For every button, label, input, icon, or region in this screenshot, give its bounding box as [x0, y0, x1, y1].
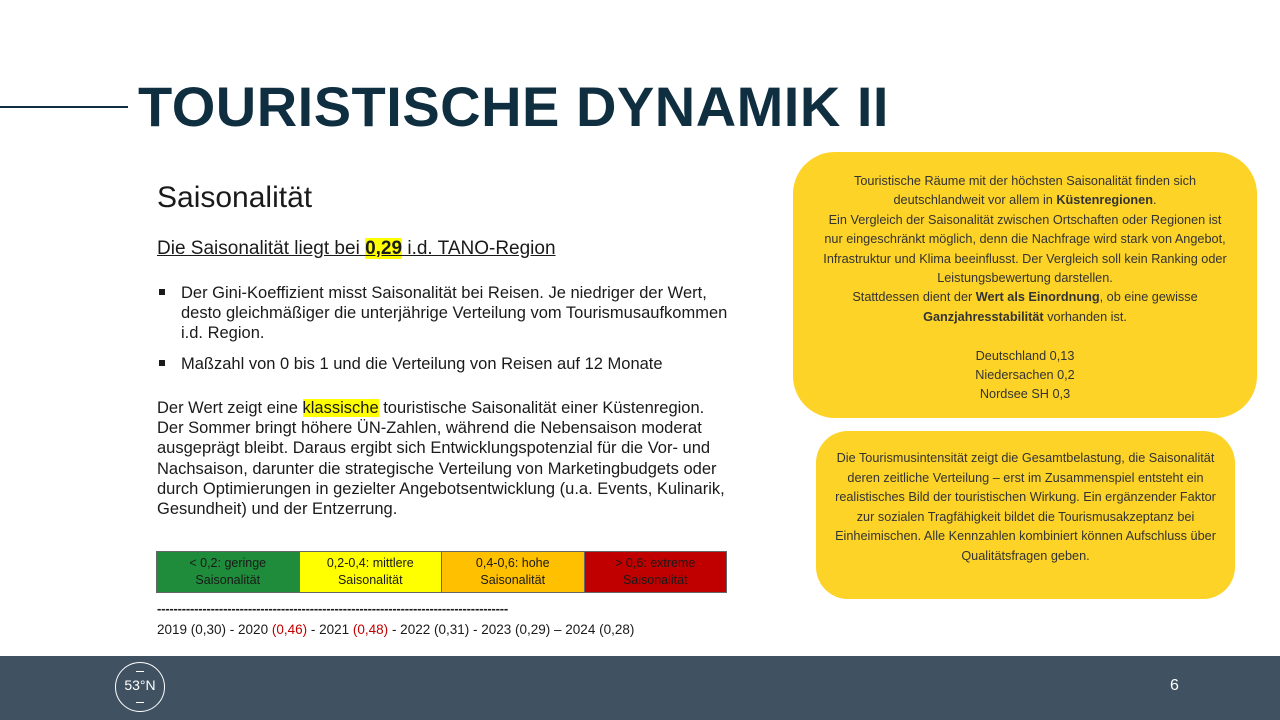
yearly-values — [157, 622, 634, 637]
year-rest-values: - 2022 (0,31) - 2023 (0,29) – 2024 (0,28) — [388, 622, 635, 637]
info-box-paragraph — [821, 172, 1229, 211]
scale-cell-low — [157, 552, 300, 592]
info-text: Touristische Räume mit der höchsten Saisonalität finden sich deutschlandweit vor allem in — [853, 174, 1197, 208]
info-box-regions — [793, 152, 1257, 418]
reference-value-lower-saxony: Niedersachen 0,2 — [975, 368, 1075, 383]
headline — [157, 238, 556, 260]
info-text: , ob eine gewisse — [1099, 290, 1198, 305]
info-box-paragraph: Ein Vergleich der Saisonalität zwischen Ortschaften oder Regionen ist nur eingeschränkt möglich, denn die Nachfrage wird stark von Angebot, Infrastruktur und Klima beeinflusst. Der Vergleich soll kein Ranking oder Leistungsbewertung darstellen. — [823, 212, 1227, 286]
bullet-square-icon — [159, 360, 165, 366]
info-box-paragraph — [821, 288, 1229, 327]
reference-value-germany: Deutschland 0,13 — [975, 348, 1075, 363]
footer-bar — [0, 656, 1280, 720]
info-box-gap — [821, 327, 1229, 346]
headline-value: 0,29 — [365, 238, 403, 259]
logo-top-bar — [136, 671, 144, 672]
scale-cell-high — [442, 552, 585, 592]
year-2021-value: (0,48) — [352, 622, 389, 637]
info-text: . — [1152, 193, 1157, 208]
info-box-paragraph: Die Tourismusintensität zeigt die Gesamtbelastung, die Saisonalität deren zeitliche Verteilung – erst im Zusammenspiel entsteht ein realistisches Bild der touristischen Wirkung. Ein ergänzender Faktor zur sozialen Tragfähigkeit bildet die Tourismusakzeptanz bei Einheimischen. Alle Kennzahlen kombiniert können Aufschluss über Qualitätsfragen geben. — [835, 451, 1216, 563]
scale-label-unit: Saisonalität — [480, 573, 546, 587]
info-bold-text: Küstenregionen — [1056, 193, 1153, 208]
scale-label-unit: Saisonalität — [195, 573, 261, 587]
scale-label-unit: Saisonalität — [622, 573, 688, 587]
info-bold-text: Ganzjahresstabilität — [923, 309, 1044, 324]
scale-cell-extreme — [585, 552, 727, 592]
bullet-square-icon — [159, 289, 165, 295]
scale-label-range: > 0,6: extreme — [615, 556, 696, 570]
info-box-intensity — [816, 431, 1235, 599]
page-number: 6 — [1170, 677, 1179, 694]
year-separator: - 2021 — [307, 622, 353, 637]
logo-text: 53°N — [124, 677, 156, 693]
title-accent-line — [0, 106, 128, 108]
scale-cell-medium — [300, 552, 443, 592]
list-item — [157, 283, 732, 343]
page-title: TOURISTISCHE DYNAMIK II — [138, 75, 889, 138]
info-text: Stattdessen dient der — [852, 290, 976, 305]
section-subtitle: Saisonalität — [157, 181, 313, 214]
logo-bottom-bar — [136, 702, 144, 703]
reference-value-north-sea-sh: Nordsee SH 0,3 — [979, 387, 1071, 402]
scale-label-unit: Saisonalität — [337, 573, 403, 587]
headline-prefix: Die Saisonalität liegt bei — [157, 238, 366, 259]
list-item — [157, 354, 732, 374]
logo-53n — [115, 662, 165, 712]
scale-label-range: < 0,2: geringe — [189, 556, 267, 570]
headline-suffix: i.d. TANO-Region — [402, 238, 556, 259]
year-2020-value: (0,46) — [271, 622, 308, 637]
paragraph-text-start: Der Wert zeigt eine — [157, 399, 303, 417]
explanation-paragraph — [157, 398, 732, 519]
info-text: vorhanden ist. — [1043, 309, 1127, 324]
bullet-text: Der Gini-Koeffizient misst Saisonalität bei Reisen. Je niedriger der Wert, desto gleichmäßiger die unterjährige Verteilung vom Tourismusaufkommen i.d. Region. — [181, 284, 728, 342]
scale-label-range: 0,2-0,4: mittlere — [326, 556, 414, 570]
seasonality-scale — [156, 551, 727, 593]
dashed-separator: ------------------------------------------------------------------------------------- — [157, 601, 508, 616]
scale-label-range: 0,4-0,6: hohe — [475, 556, 550, 570]
info-bold-text: Wert als Einordnung — [975, 290, 1100, 305]
bullet-text: Maßzahl von 0 bis 1 und die Verteilung von Reisen auf 12 Monate — [181, 355, 663, 373]
bullet-list — [157, 283, 732, 385]
year-2019-value: 2019 (0,30) - 2020 — [157, 622, 272, 637]
paragraph-text-end: touristische Saisonalität einer Küstenregion. Der Sommer bringt höhere ÜN-Zahlen, während die Nebensaison moderat ausgeprägt bleibt. Daraus ergibt sich Entwicklungspotenzial für die Vor- und Nachsaison, darunter die strategische Verteilung von Marketingbudgets oder durch Optimierungen in gezielter Angebotsentwicklung (u.a. Events, Kulinarik, Gesundheit) und der Entzerrung. — [157, 399, 725, 519]
paragraph-highlight: klassische — [302, 399, 379, 417]
